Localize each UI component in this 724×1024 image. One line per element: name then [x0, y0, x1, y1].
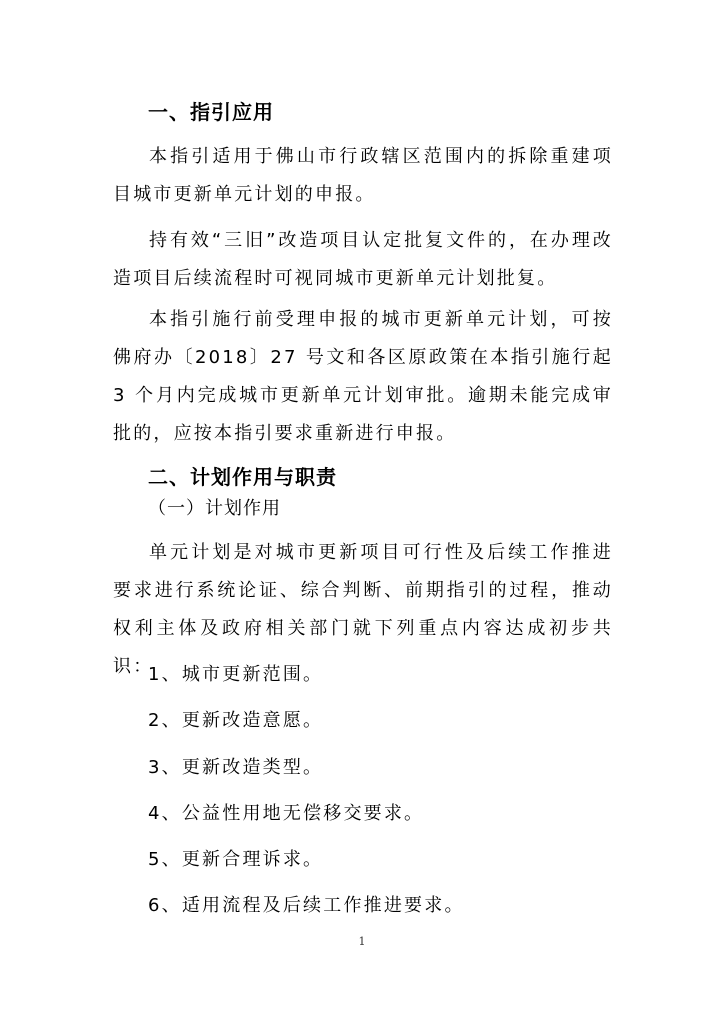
section-2-heading: 二、计划作用与职责	[148, 465, 337, 489]
list-item: 5、更新合理诉求。	[148, 849, 324, 870]
list-item: 1、城市更新范围。	[148, 664, 324, 685]
section-1-paragraph-2: 持有效“三旧”改造项目认定批复文件的，在办理改造项目后续流程时可视同城市更新单元计划批复。	[113, 230, 613, 289]
section-2-subheading: （一）计划作用	[148, 498, 281, 519]
section-1-paragraph-3: 本指引施行前受理申报的城市更新单元计划，可按佛府办〔2018〕27 号文和各区原政策在本指引施行起 3 个月内完成城市更新单元计划审批。逾期未能完成审批的，应按本指引要求重新进行申报。	[113, 309, 613, 444]
page-number: 1	[358, 935, 366, 948]
section-2-paragraph: 单元计划是对城市更新项目可行性及后续工作推进要求进行系统论证、综合判断、前期指引的过程，推动权利主体及政府相关部门就下列重点内容达成初步共识：	[113, 542, 613, 677]
list-item: 6、适用流程及后续工作推进要求。	[148, 895, 465, 916]
list-item: 3、更新改造类型。	[148, 757, 324, 778]
section-1-heading: 一、指引应用	[148, 100, 274, 124]
section-1-paragraph-1: 本指引适用于佛山市行政辖区范围内的拆除重建项目城市更新单元计划的申报。	[113, 146, 613, 205]
list-item: 4、公益性用地无偿移交要求。	[148, 803, 425, 824]
list-item: 2、更新改造意愿。	[148, 710, 324, 731]
